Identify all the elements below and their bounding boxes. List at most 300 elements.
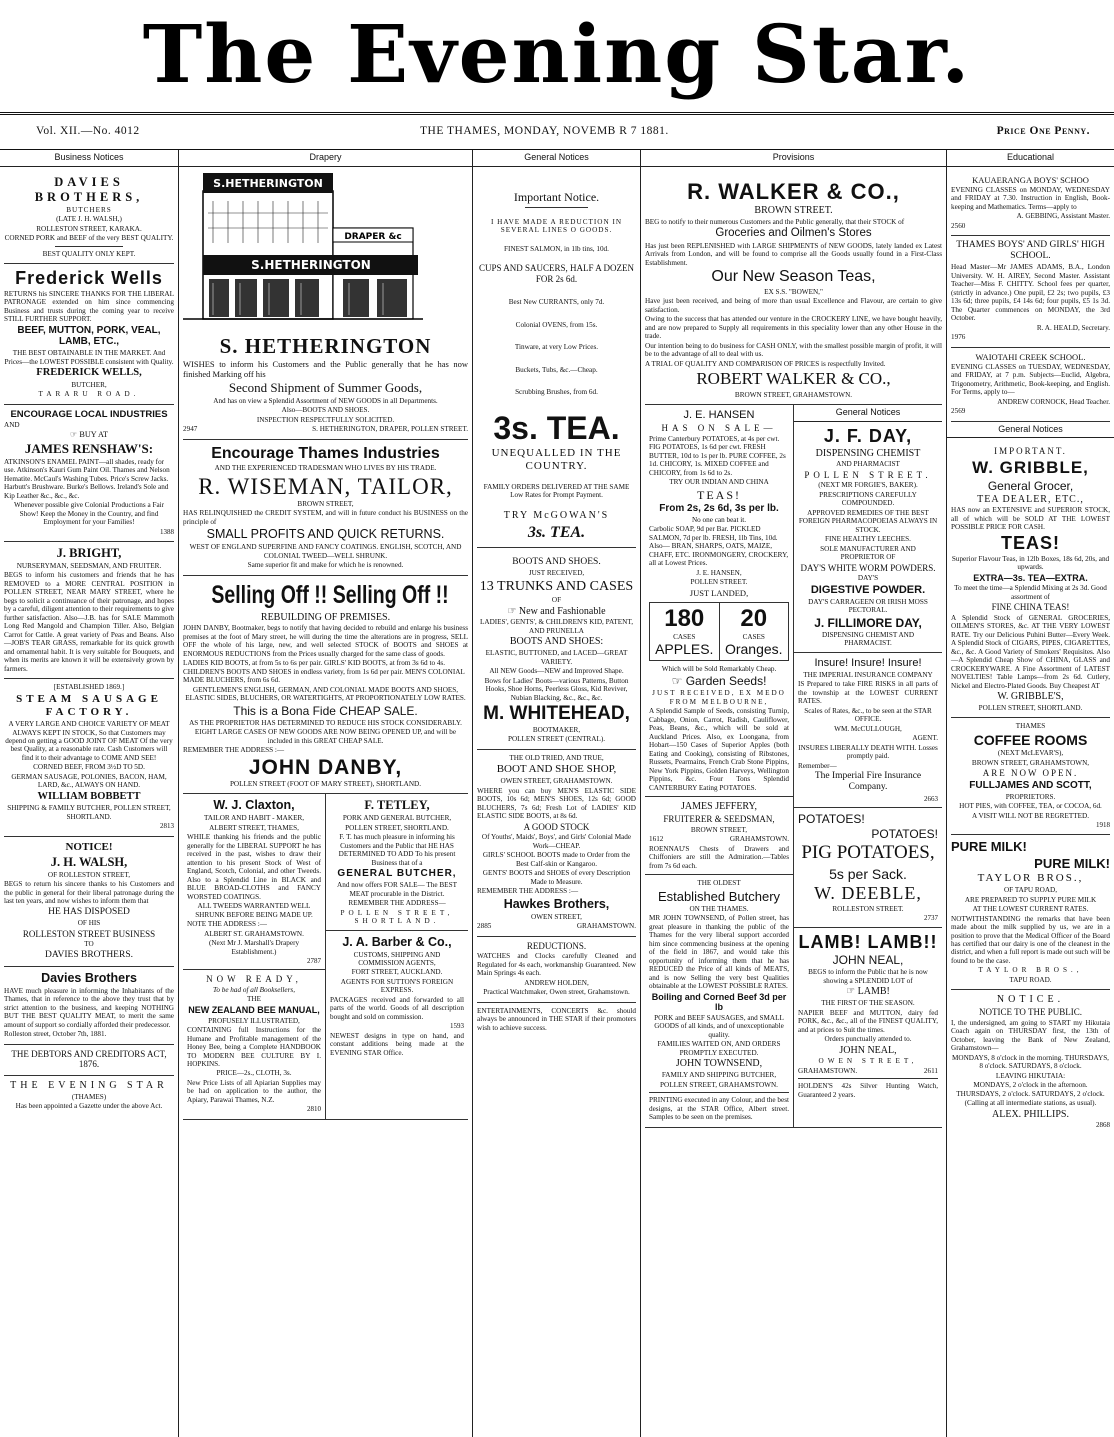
ad-extra: EXTRA—3s. TEA—EXTRA. xyxy=(973,572,1088,583)
ad-newest: NEWEST designs in type on hand, and constant additions being made at the EVENING STAR Office. xyxy=(330,1031,464,1057)
ad-headline: THE DEBTORS AND CREDITORS ACT, 1876. xyxy=(11,1048,167,1070)
ad-text: Superior Flavour Teas, in 12lb Boxes, 18s 6d, 20s, and upwards. xyxy=(951,554,1110,572)
ad-text: INSPECTION RESPECTFULLY SOLICITED. xyxy=(256,415,395,424)
ad-ref: 2611 xyxy=(923,1066,938,1075)
ad-teas: TEAS! xyxy=(697,487,741,502)
storefront-engraving xyxy=(183,173,423,323)
issue-line xyxy=(0,112,1114,150)
ad-name: JOHN NEAL, xyxy=(832,953,904,968)
ad-ref: 1593 xyxy=(450,1022,464,1031)
ad-headline: REDUCTIONS. xyxy=(526,940,587,951)
subcol-right xyxy=(793,405,942,1126)
ad-headline: NOW READY, xyxy=(206,974,302,985)
ad-body: A Splendid Sample of Seeds, consisting Turnip, Cabbage, Onion, Carrot, Radish, Cauliflower, Peas, Beans, &c., which will be sold at Auckland Prices. Also, ex Loongana, from Hobart—150 Cases of Superior Apples (both Eating and Cooking), consisting of Ribstones, Russets, Pearmains, French Crab Stone Pippins, New York Pippins, Golden Harveys, Wellington Pippins, &c. Four Tons Splendid CANTERBURY Eating POTATOES. xyxy=(649,707,789,792)
ad-text: ALBERT ST. GRAHAMSTOWN. xyxy=(204,929,304,938)
subcol-left xyxy=(183,794,325,1118)
ad-text: Of Youths', Maids', Boys', and Girls' Colonial Made Work—CHEAP. xyxy=(481,833,632,850)
ad-stock: A Splendid Stock of GENERAL GROCERIES, OILMEN'S STORES, &c. AT THE VERY LOWEST RATE. Try our Delicious Puhini Butter—Every Week. A Splendid Stock of CIGARS, PIPES, CIGARETTES, &c., &c. A Good Variety of Smokers' Requisites. Also—A Splendid Cheap Show of CHINA, GLASS and CROCKERYWARE. A Fine Assortment of LATEST NOVELTIES! Table Lamps—from 2s 6d. Cutlery, Nickel and Electro-Plated Goods. Buy Cheapest AT xyxy=(951,613,1110,690)
ad-bona-fide: This is a Bona Fide CHEAP SALE. xyxy=(233,703,418,718)
ad-text: WEST OF ENGLAND SUPERFINE AND FANCY COATINGS. ENGLISH, SCOTCH, AND COLONIAL TWEED—WELL SHRUNK. xyxy=(189,543,462,560)
ad-body: IS Prepared to take FIRE RISKS in all parts of the township at the LOWEST CURRENT RATES. xyxy=(798,680,938,706)
ad-name: ANDREW HOLDEN, xyxy=(524,978,589,987)
ad-text: AND PHARMACIST xyxy=(836,460,900,469)
ad-name: Hawkes Brothers, xyxy=(503,896,610,911)
ad-entertainments xyxy=(477,1003,636,1037)
ad-debtors-act xyxy=(4,1045,174,1076)
ad-steam-sausage xyxy=(4,679,174,837)
ad-signature: TAYLOR BROS., xyxy=(978,966,1083,975)
ad-name: TAYLOR BROS., xyxy=(977,872,1084,885)
ad-text: (NEXT MR FORGIE'S, BAKER). xyxy=(818,481,918,490)
ad-text: FAMILY ORDERS DELIVERED AT THE SAME Low Rates for Prompt Payment. xyxy=(483,482,630,500)
ad-item: FINEST SALMON, in 1lb tins, 10d. xyxy=(504,244,609,253)
ad-text: ARE PREPARED TO SUPPLY PURE MILK xyxy=(964,895,1097,904)
ad-address: ROLLESTON STREET, KARAKA. xyxy=(36,224,142,233)
ad-address: TAPU ROAD. xyxy=(1009,975,1052,984)
ad-body: PACKAGES received and forwarded to all parts of the world. Goods of all description bought and sold on commission. xyxy=(330,995,464,1021)
ad-text: APPROVED REMEDIES OF THE BEST FOREIGN PHARMACOPOEIAS ALWAYS IN STOCK. xyxy=(798,508,938,534)
ad-text: FINE HEALTHY LEECHES. xyxy=(825,535,911,544)
ad-notwithstanding: NOTWITHSTANDING the remarks that have been made about the milk supplied by us, we are in a position to prove that the Medical Officer of the Board has certified that our dairy is one of the cleanest in the district, and when a full report is made out such will be found to be the case. xyxy=(951,914,1110,965)
ad-text: Orders punctually attended to. xyxy=(824,1035,912,1044)
ad-text: LAMB! xyxy=(857,986,890,998)
ad-pig: PIG POTATOES, xyxy=(801,842,935,864)
ad-wiseman xyxy=(183,440,468,576)
section-header: General Notices xyxy=(473,150,640,167)
ad-address: POLLEN STREET, SHORTLAND. xyxy=(978,703,1083,712)
ad-body: WISHES to inform his Customers and the Public generally that he has now finished Marking off his xyxy=(183,359,468,380)
column-drapery xyxy=(178,150,472,1437)
ad-and: AND xyxy=(4,420,20,429)
ad-body: EVENING CLASSES on MONDAY, WEDNESDAY and FRIDAY at 7.30. Instruction in English, Book-keeping and Mathematics. Terms—apply to xyxy=(951,185,1110,211)
ad-trade: BUTCHERS xyxy=(66,205,112,214)
ad-trade: Practical Watchmaker, Owen street, Grahamstown. xyxy=(483,988,630,997)
ad-text: Owing to the success that has attended our venture in the CROCKERY LINE, we have bought heavily, and are now prepared to Supply all requirements in this speciality lower than any other House in the trade. xyxy=(645,315,942,341)
ad-town: GRAHAMSTOWN. xyxy=(729,835,789,844)
ad-text: BEST QUALITY ONLY KEPT. xyxy=(42,249,136,258)
ad-headline: Davies Brothers xyxy=(41,970,137,985)
ad-body: BEGS to inform his customers and friends that he has REMOVED to a MORE CENTRAL POSITION in POLLEN STREET, NEAR MARY STREET, where he begs to solicit a continuance of their patronage, and hopes by a careful, diligent attention to their requirements to give further satisfaction. Also—J.B. has for SALE Mammoth Long Red Mangold and Champion Tiller. Also, Belgian Carrot for Cattle. A great variety of Peas and Beans. Also—JOB'S TEAR GRASS, remarkable for its quick growth and ornamental habit. It is very suitable for Bouquets, and when its merits are known it will be extensively grown by farmers. xyxy=(4,571,174,673)
ad-text: HOT PIES, with COFFEE, TEA, or COCOA, 6d. xyxy=(959,802,1102,811)
ad-date: Rolleston street, October 7th, 1881. xyxy=(4,1030,107,1039)
ad-text: BOOT AND SHOE SHOP, xyxy=(496,763,617,776)
ad-body: Head Master—Mr JAMES ADAMS, B.A., London University. W. H. AIREY, Second Master. Assistant Teacher—Miss F. CHITTY. School fees per quarter, (strictly in advance.) One pupil, £2 2s; two pupils, £3 13s 6d; three pupils, £4 14s 6d; four pupils, £5 1s 3d. The Quarter commences on MONDAY, the 3rd October. xyxy=(951,263,1110,323)
ad-ref: 1976 xyxy=(951,333,966,342)
ad-trade: DISPENSING CHEMIST xyxy=(815,447,921,459)
ad-body: RETURNS his SINCERE THANKS FOR THE LIBERAL PATRONAGE extended on him since commencing Business and trusts during the coming year to receive STILL FURTHER SUPPORT. xyxy=(4,289,174,324)
subcol-left xyxy=(645,405,793,1126)
ad-text: (NEXT McLEVAR'S), xyxy=(997,749,1064,758)
ad-headline-2: POTATOES! xyxy=(871,827,938,842)
ad-item: Scrubbing Brushes, from 6d. xyxy=(515,388,598,397)
ad-address: POLLEN STREET, SHORTLAND. xyxy=(345,823,449,832)
ad-list: ATKINSON'S ENAMEL PAINT—all shades, ready for use. Atkinson's Kauri Gum Paint Oil. Thames and Nelson Hematite. McCaul's Washing Tubes. Price's Screw Jacks. Harbutt's Brushware. Burke's Bellows. Ireland's Sole and Kip Leather &c., &c., &c. xyxy=(4,457,170,500)
ad-trade: TAILOR AND HABIT - MAKER, xyxy=(203,814,305,823)
ad-text: PRESCRIPTIONS CAREFULLY COMPOUNDED. xyxy=(819,490,917,508)
ad-est: Established Butchery xyxy=(657,888,781,904)
column-general-notices xyxy=(472,150,640,1437)
ad-text: NOTE THE ADDRESS :— xyxy=(187,920,267,929)
ad-sub: AND THE EXPERIENCED TRADESMAN WHO LIVES BY HIS TRADE. xyxy=(214,464,437,473)
ad-headline: NOTICE. xyxy=(996,994,1065,1006)
ad-text: ALL TWEEDS WARRANTED WELL SHRUNK BEFORE BEING MADE UP. xyxy=(195,902,313,919)
ad-list: Carbolic SOAP, 9d per Bar. PICKLED SALMON, 7d per lb. FRESH, 1lb Tins, 10d. Also— BRAN, SHARPS, OATS, MAIZE, CHAFF, ETC. IRONMONGERY, CROCKERY, all at Lowest Prices. xyxy=(649,525,789,568)
ad-davies-brothers-2 xyxy=(4,967,174,1045)
ad-bee-manual xyxy=(187,970,321,1118)
ad-text: LEAVING HIKUTAIA: xyxy=(995,1071,1066,1080)
ad-address: FORT STREET, AUCKLAND. xyxy=(351,968,443,977)
ad-body: ENTERTAINMENTS, CONCERTS &c. should always be announced in THE STAR if their promoters wish to achieve success. xyxy=(477,1006,636,1032)
ad-headline: J. F. DAY, xyxy=(823,425,913,446)
ad-ref: 1388 xyxy=(160,527,174,536)
ad-text: CORNED PORK and BEEF of the very BEST QUALITY. xyxy=(4,234,174,243)
ad-trade: BUTCHER, xyxy=(71,380,107,389)
ad-general-butcher: GENERAL BUTCHER, xyxy=(337,868,457,880)
column-provisions xyxy=(640,150,946,1437)
ad-text: DAY'S WHITE WORM POWDERS. xyxy=(800,562,936,573)
ad-text: Which will be Sold Remarkably Cheap. xyxy=(661,664,777,673)
ad-phillips-coach xyxy=(951,990,1110,1134)
ad-signature: ANDREW CORNOCK, Head Teacher. xyxy=(997,397,1110,406)
ad-signature: JOHN TOWNSEND, xyxy=(675,1058,763,1070)
ad-signature: S. HETHERINGTON, DRAPER, POLLEN STREET. xyxy=(312,425,468,434)
ad-jeffery xyxy=(645,797,793,875)
ad-meats: BEEF, MUTTON, PORK, VEAL, LAMB, ETC., xyxy=(17,324,161,348)
ad-text: I HAVE MADE A REDUCTION IN SEVERAL LINES O GOODS. xyxy=(490,217,623,235)
ad-address: BROWN STREET, GRAHAMSTOWN, xyxy=(971,758,1090,767)
ad-hetherington xyxy=(183,331,468,440)
ad-digestive: DIGESTIVE POWDER. xyxy=(810,583,926,596)
ad-signature: ALEX. PHILLIPS. xyxy=(992,1108,1069,1120)
ad-ref: 2947 xyxy=(183,425,198,434)
cases-table xyxy=(649,602,789,661)
ad-body: ROENNAU'S Chests of Drawers and Chiffoniers are still the Admiration.—Tables from 7s 6d each. xyxy=(649,844,789,870)
ad-text: The Imperial Fire Insurance Company. xyxy=(814,771,922,793)
ad-late: (LATE J. H. WALSH,) xyxy=(56,215,122,224)
ad-whitehead xyxy=(477,548,636,750)
ad-price: 5s per Sack. xyxy=(829,865,907,882)
ad-text: OF xyxy=(551,596,562,605)
subcol-right xyxy=(325,794,468,1118)
ad-printing: PRINTING executed in any Colour, and the best designs, at the STAR Office, Albert street. Samples to be seen on the premises. xyxy=(649,1092,789,1121)
ad-gribble xyxy=(951,442,1110,718)
ad-text: UNEQUALLED IN THE COUNTRY. xyxy=(491,447,622,473)
ad-text: TRY McGOWAN'S xyxy=(503,509,610,521)
ad-text: REMEMBER THE ADDRESS— xyxy=(348,899,446,908)
column-business-notices xyxy=(0,150,178,1437)
ad-boil: Boiling and Corned Beef 3d per lb xyxy=(651,991,787,1013)
ad-text: OF HIS xyxy=(77,919,101,928)
ad-text: HAS ON SALE— xyxy=(661,423,777,434)
ad-body: A VERY LARGE AND CHOICE VARIETY OF MEAT ALWAYS KEPT IN STOCK, So that Customers may depend on getting a GOOD JOINT OF MEAT Of the very best Quality, at a reasonable rate. Cash Customers will find it to their advantage to COME AND SEE! xyxy=(5,720,173,762)
ad-insurance xyxy=(794,653,942,808)
ad-text: No one can beat it. xyxy=(691,515,747,524)
ad-text: Remember— xyxy=(798,761,837,770)
ad-text: EX S.S. "BOWEN," xyxy=(764,287,823,296)
masthead xyxy=(0,0,1114,112)
ad-tetley xyxy=(326,798,468,930)
ad-trade: FAMILY AND SHIPPING BUTCHER, xyxy=(661,1071,777,1080)
cases-apples xyxy=(650,603,719,660)
ad-headline: Selling Off !! Selling Off !! xyxy=(211,580,449,609)
ad-mcgowan xyxy=(477,171,636,548)
ad-notice-walsh xyxy=(4,837,174,967)
sign-draper: DRAPER &c xyxy=(344,231,402,242)
ad-slogan: SMALL PROFITS AND QUICK RETURNS. xyxy=(206,527,445,542)
ad-text: To meet the time—a Splendid Mixing at 2s 3d. Good assortment of xyxy=(954,584,1107,601)
ad-headline: J. E. HANSEN xyxy=(683,409,755,422)
ad-evening-star-gazette xyxy=(4,1076,174,1116)
ad-ref: 2737 xyxy=(924,914,938,923)
ad-item: CUPS AND SAUCERS, HALF A DOZEN FOR 2s 6d. xyxy=(478,263,635,284)
ad-text: THE BEST OBTAINABLE IN THE MARKET. And Prices—the LOWEST POSSIBLE consistent with Quality. xyxy=(4,349,174,366)
ad-ref: 2787 xyxy=(307,957,321,966)
ad-deeble xyxy=(794,808,942,928)
ad-text: OF ROLLESTON STREET, xyxy=(47,870,131,879)
pointing-hand-icon: ☞ xyxy=(70,430,78,440)
ad-price: PRICE—2s., CLOTH, 3s. xyxy=(216,1069,292,1078)
ad-ref: 1612 xyxy=(649,835,664,844)
ad-address: POLLEN STREET. xyxy=(690,578,748,587)
ad-footer xyxy=(183,425,468,433)
ad-body: BEGS to return his sincere thanks to his Customers and the public in general for their liberal patronage during the last ten years, and now wishes to inform them that xyxy=(4,880,174,906)
ad-headline: Important Notice. xyxy=(513,189,600,204)
ad-ref: 2569 xyxy=(951,407,966,416)
ad-headline: J. A. Barber & Co., xyxy=(342,934,452,949)
ad-sub: (THAMES) xyxy=(71,1092,107,1101)
ad-footer xyxy=(649,835,789,843)
ad-headline: Encourage Thames Industries xyxy=(211,444,440,462)
ad-headline: W. J. Claxton, xyxy=(213,798,295,813)
ad-text: POLLEN STREET, SHORTLAND. xyxy=(340,908,454,926)
ad-text: AT THE LOWEST CURRENT RATES. xyxy=(972,905,1089,914)
ad-headline: J. BRIGHT, xyxy=(56,545,122,560)
ad-text: Garden Seeds! xyxy=(685,674,767,689)
ad-tea-price-2: 3s. TEA. xyxy=(527,523,586,541)
ad-title: NEW ZEALAND BEE MANUAL, xyxy=(188,1004,320,1015)
ad-name: WM. McCULLOUGH, xyxy=(834,724,902,733)
ad-text: JUST LANDED, xyxy=(689,587,749,598)
ad-body: EVENING CLASSES on TUESDAY, WEDNESDAY, and FRIDAY, at 7 p.m. Subjects—Euclid, Algebra, Trigonometry, Arithmetic, Book-keeping, and English. For Terms, apply to— xyxy=(951,362,1110,397)
ad-address: TARARU ROAD. xyxy=(38,390,140,399)
ad-headline: DAVIES BROTHERS, xyxy=(34,174,144,204)
ad-sub: NOTICE TO THE PUBLIC. xyxy=(978,1007,1082,1018)
ad-name: JAMES RENSHAW'S: xyxy=(24,441,154,457)
rule xyxy=(525,207,589,208)
ad-name: M. WHITEHEAD, xyxy=(483,703,630,725)
ad-headline: PURE MILK! xyxy=(951,839,1027,855)
ad-text: REMEMBER THE ADDRESS :— xyxy=(183,746,285,755)
ad-item: Best New CURRANTS, only 7d. xyxy=(508,298,605,307)
ad-text: ARE NOW OPEN. xyxy=(982,768,1079,779)
ad-headline: Insure! Insure! Insure! xyxy=(814,656,922,669)
ad-signature: JOHN NEAL, xyxy=(839,1044,897,1056)
ad-text: BUY AT xyxy=(79,430,108,440)
ad-text: ELASTIC, BUTTONED, and LACED—GREAT VARIETY. xyxy=(485,649,628,666)
ad-headline: THE OLD TRIED, AND TRUE, xyxy=(509,753,604,762)
ad-barber xyxy=(330,931,464,1063)
ad-text: FINE CHINA TEAS! xyxy=(991,602,1070,613)
ad-name: JOHN DANBY, xyxy=(248,755,403,779)
ad-address: ROLLESTON STREET. xyxy=(832,904,904,913)
ad-body: WHERE you can buy MEN'S ELASTIC SIDE BOOTS, 10s 6d; MEN'S SHOES, 12s 6d; GOOD BLUCHERS, 7s 6d; Fresh Lot of LADIES' KID ELASTIC SIDE BOOTS, at 8s 6d. xyxy=(477,786,636,821)
section-header: Provisions xyxy=(641,150,946,167)
ad-address: OWEN STREET, xyxy=(818,1057,918,1066)
ad-trade: CUSTOMS, SHIPPING AND COMMISSION AGENTS, xyxy=(353,950,441,967)
ad-text: Our intention being to do business for CASH ONLY, with the smallest possible margin of profit, it will be to the advantage of all to deal with us. xyxy=(645,341,942,359)
ad-text: New and Fashionable xyxy=(518,605,606,617)
section-header: Drapery xyxy=(179,150,472,167)
ad-address: BROWN STREET, xyxy=(297,499,354,508)
ad-list: Prime Canterbury POTATOES, at 4s per cwt. FIG POTATOES, 1s 6d per cwt. FRESH BUTTER, 10d to 1s per lb. PURE COFFEE, 2s 1d. CHICORY, 1s. MIXED COFFEE and CHICORY, from 1s 6d to 2s. xyxy=(649,434,786,477)
pointing-hand-icon: ☞ xyxy=(507,605,517,617)
ad-text: Same superior fit and make for which he is renowned. xyxy=(247,561,404,570)
ad-trade: FRUITERER & SEEDSMAN, xyxy=(663,814,775,825)
ad-ref: 2663 xyxy=(924,794,938,803)
ad-j-bright xyxy=(4,542,174,679)
ad-body: BEGS to inform the Public that he is now showing a SPLENDID LOT of xyxy=(808,968,928,985)
ad-text: Bows for Ladies' Boots—various Patterns, Button Hooks, Shoe Horns, Peerless Gloss, Kid Reviver, Nubian Blacking, &c., &c., &c. xyxy=(484,676,629,702)
ad-james-renshaw xyxy=(4,405,174,542)
ad-ref: 2560 xyxy=(951,221,966,230)
ad-holden-watch: HOLDEN'S 42s Silver Hunting Watch, Guaranteed 2 years. xyxy=(798,1078,938,1099)
ad-text: And has on view a Splendid Assortment of NEW GOODS in all Departments. xyxy=(213,397,438,405)
ad-text: NAPIER BEEF and MUTTON, dairy fed PORK, &c., &c., all of the FINEST QUALITY, and at prices to Suit the times. xyxy=(798,1008,938,1034)
ad-john-danby xyxy=(183,576,468,795)
ad-text: (Calling at all intermediate stations, as usual). xyxy=(964,1099,1097,1108)
ad-text: Also—BOOTS AND SHOES. xyxy=(281,406,370,415)
pointing-hand-icon: ☞ xyxy=(671,674,683,689)
ad-text: Has just been REPLENISHED with LARGE SHIPMENTS of NEW GOODS, lately landed ex Latest Arrivals from London, and will be found to comprise all the Goods usually found in a First-Class Establishment. xyxy=(645,241,942,267)
section-header: Educational xyxy=(947,150,1114,167)
ad-text: AGENTS FOR SUTTON'S FOREIGN EXPRESS. xyxy=(340,977,454,995)
ad-text: AGENT. xyxy=(912,734,938,743)
ad-headline: S. HETHERINGTON xyxy=(219,334,432,359)
ad-text: DAY'S CARRAGEEN OR IRISH MOSS PECTORAL. xyxy=(808,597,928,615)
two-column-ads xyxy=(183,794,468,1119)
ad-text: THE xyxy=(247,995,261,1004)
ad-text: BOOTS AND SHOES: xyxy=(509,636,604,648)
ad-headline-2: PURE MILK! xyxy=(1034,855,1110,871)
sign-top: S.HETHERINGTON xyxy=(213,176,323,190)
ad-signature: W. GRIBBLE'S, xyxy=(997,691,1064,703)
ad-high-school xyxy=(951,236,1110,348)
ad-body: JOHN DANBY, Bootmaker, begs to notify that having decided to rebuild and enlarge his business premises at the foot of Mary street, he will during the time the alterations are in progress, SELL OFF the whole of his large, new, and well selected STOCK of BOOTS and SHOES at ENORMOUS REDUCTIONS from the Prices usually charged for the same class of goods. xyxy=(183,624,468,658)
ad-signature: FREDERICK WELLS, xyxy=(36,367,142,379)
ad-teas: TEAS! xyxy=(1001,532,1060,553)
ad-body: Has been appointed a Gazette under the above Act. xyxy=(15,1102,163,1111)
ad-name: COFFEE ROOMS xyxy=(973,731,1088,748)
ad-body: BEG to notify to their numerous Customers and the Public generally, that their STOCK of xyxy=(645,217,905,226)
ad-body: WHILE thanking his friends and the public generally for the LIBERAL SUPPORT he has received in the past, wishes to draw their attention to his present Stock of West of England, Scotch, Colonial, and other Tweeds. Also to a Splendid Line in BLACK and BLUE BROAD-CLOTHS and FANCY WORSTED COATINGS. xyxy=(187,833,321,901)
ad-signature: R. A. HEALD, Secretary. xyxy=(1036,323,1110,332)
ad-ref: 2810 xyxy=(307,1105,321,1114)
ad-name: R. WISEMAN, TAILOR, xyxy=(198,473,453,499)
two-column-ads xyxy=(645,405,942,1127)
ad-text: ROLLESTON STREET BUSINESS xyxy=(22,928,156,939)
case-unit: CASES xyxy=(742,632,765,641)
ad-text: TEA DEALER, ETC., xyxy=(977,493,1084,505)
ad-claxton xyxy=(183,798,325,970)
ad-ref: 2813 xyxy=(160,822,174,831)
section-header: General Notices xyxy=(794,405,942,422)
ad-signature: WILLIAM BOBBETT xyxy=(37,790,141,802)
ad-note: Whenever possible give Colonial Productions a Fair Show! Keep the Money in the Country, and find Employment for your Families! xyxy=(13,501,165,527)
ad-times: MONDAYS, 2 o'clock in the afternoon. THURSDAYS, 2 o'clock. SATURDAYS, 2 o'clock. xyxy=(956,1081,1105,1098)
ad-address: POLLEN STREET, GRAHAMSTOWN. xyxy=(660,1080,778,1089)
ad-text: SOLE MANUFACTURER AND PROPRIETOR OF xyxy=(820,544,916,562)
ad-trade: NURSERYMAN, SEEDSMAN, AND FRUITER. xyxy=(16,561,162,570)
ad-text: GENTS' BOOTS and SHOES of every Description Made to Measure. xyxy=(482,869,631,886)
ad-text: PROFUSELY ILLUSTRATED, xyxy=(208,1016,300,1025)
ad-lamb xyxy=(798,986,938,998)
case-item: Oranges. xyxy=(724,641,783,658)
issue-volume: Vol. XII.—No. 4012 xyxy=(36,125,140,137)
ad-text: (Next Mr J. Marshall's Drapery Establishment.) xyxy=(208,939,300,956)
ad-text: THE FIRST OF THE SEASON. xyxy=(821,999,915,1008)
ad-footer xyxy=(477,922,636,930)
ad-text: REMEMBER THE ADDRESS :— xyxy=(477,887,579,896)
ad-text: OF TAPU ROAD, xyxy=(1003,886,1057,895)
issue-price: Price One Penny. xyxy=(996,125,1090,137)
ad-trade: BOOTMAKER, xyxy=(532,725,581,734)
ad-holden xyxy=(477,937,636,1003)
ad-new xyxy=(477,606,636,618)
ad-trade: SHIPPING & FAMILY BUTCHER, POLLEN STREET, SHORTLAND. xyxy=(7,804,171,821)
ad-buy-at xyxy=(4,430,174,440)
ad-sub: REBUILDING OF PREMISES. xyxy=(260,611,391,623)
ad-body: F. T. has much pleasure in informing his Customers and the Public that HE HAS DETERMINED TO ADD To his present Business that of a xyxy=(338,833,456,867)
ad-text: Scales of Rates, &c., to be seen at the STAR OFFICE. xyxy=(804,706,932,724)
ad-text: And now offers FOR SALE— The BEST MEAT procurable in the District. xyxy=(337,881,457,898)
ad-townsend xyxy=(649,875,789,1127)
ad-signature: ROBERT WALKER & CO., xyxy=(696,369,891,389)
ad-note: New Price Lists of all Apiarian Supplies may be had on application to the author, the Apiary, Parawai Thames, N.Z. xyxy=(187,1078,321,1104)
section-header: Business Notices xyxy=(0,150,178,167)
ad-name: J. H. WALSH, xyxy=(50,854,128,869)
ad-text: A GOOD STOCK xyxy=(523,821,590,832)
ad-kauaeranga-school xyxy=(951,171,1110,236)
ad-frederick-wells xyxy=(4,264,174,405)
ad-body: MR JOHN TOWNSEND, of Pollen street, has great pleasure in thanking the public of the Thames for the very liberal support accorded him since commencing business at the opening of the field in 1867, and would take this opportunity of informing them that he has REDUCED the Price of all kinds of MEATS, and is now Selling the very best Qualities obtainable at the LOWEST POSSIBLE RATES. xyxy=(649,914,789,991)
ad-sub: JUST RECEIVED, xyxy=(528,569,585,578)
ad-name: W. GRIBBLE, xyxy=(972,457,1089,477)
ad-text: THE IMPERIAL INSURANCE COMPANY xyxy=(803,670,933,679)
ad-seeds xyxy=(649,674,789,688)
ad-hawkes xyxy=(477,750,636,937)
ad-text: PROPRIETORS. xyxy=(1005,792,1056,801)
ad-hansen xyxy=(645,409,793,797)
ad-shipment: Second Shipment of Summer Goods, xyxy=(228,380,423,396)
ad-sub: To be had of all Booksellers, xyxy=(213,986,295,994)
ad-established: [ESTABLISHED 1869.] xyxy=(53,683,125,692)
ad-text: AS THE PROPRIETOR HAS DETERMINED TO REDUCE HIS STOCK CONSIDERABLY. xyxy=(189,718,462,727)
ad-trunks: 13 TRUNKS AND CASES xyxy=(479,578,634,594)
ad-headline: ENCOURAGE LOCAL INDUSTRIES xyxy=(10,408,168,420)
column-educational xyxy=(946,150,1114,1437)
ad-text: FAMILIES WAITED ON, AND ORDERS PROMPTLY EXECUTED. xyxy=(657,1040,781,1057)
ad-headline: WAIOTAHI CREEK SCHOOL. xyxy=(975,351,1086,362)
ad-body: WATCHES and Clocks carefully Cleaned and Regulated for 4s each, workmanship Guaranteed. New Main Springs 4s each. xyxy=(477,952,636,978)
pointing-hand-icon: ☞ xyxy=(846,986,856,998)
case-item: APPLES. xyxy=(655,641,714,658)
ad-headline: THE EVENING STAR xyxy=(10,1079,168,1091)
ad-waiotahi-school xyxy=(951,348,1110,422)
ad-pure-milk xyxy=(951,835,1110,990)
ad-text: Have just been received, and being of more than usual Excellence and Flavour, are certain to give satisfaction. xyxy=(645,297,942,314)
ad-price: From 2s, 2s 6d, 3s per lb. xyxy=(659,502,779,514)
ad-name: W. DEEBLE, xyxy=(814,883,922,904)
